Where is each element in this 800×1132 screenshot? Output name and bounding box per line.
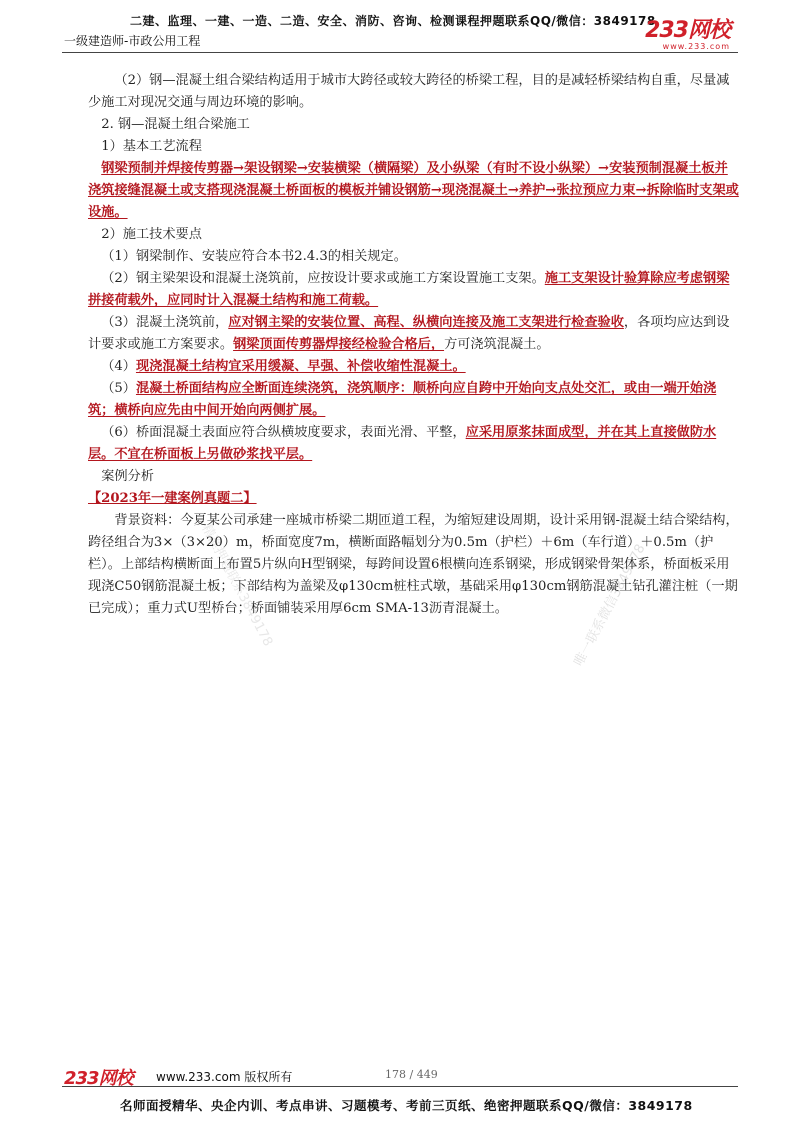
- paragraph: [88, 422, 740, 466]
- header-divider: [62, 52, 738, 53]
- subsection-heading: 2）施工技术要点: [101, 227, 202, 242]
- subsection-heading: 1）基本工艺流程: [101, 139, 202, 154]
- paragraph: （2）钢—混凝土组合梁结构适用于城市大跨径或较大跨径的桥梁工程，目的是减轻桥梁结构自重，尽量减少施工对现况交通与周边环境的影响。: [88, 73, 730, 110]
- brand-logo: [645, 20, 730, 51]
- brand-logo-url: www.233.com: [662, 42, 730, 51]
- paragraph: [88, 378, 740, 422]
- page-footer: [0, 1060, 800, 1132]
- footer-logo: 233网校: [64, 1068, 133, 1089]
- text-span: （2）钢主梁架设和混凝土浇筑前，应按设计要求或施工方案设置施工支架。: [101, 271, 545, 286]
- paragraph-highlighted: [88, 158, 740, 224]
- case-title: [88, 488, 740, 510]
- text-span: ，各项均应达到设计要求或施工方案要求。: [88, 315, 730, 352]
- document-body: [88, 70, 740, 620]
- highlight-text: 应对钢主梁的安装位置、高程、纵横向连接及施工支架进行检查验收: [228, 315, 624, 330]
- highlight-text: 混凝土桥面结构应全断面连续浇筑，浇筑顺序：顺桥向应自跨中开始向支点处交汇，或由一端开始浇筑；横桥向应先由中间开始向两侧扩展。: [88, 381, 717, 418]
- page-number: 178 / 449: [385, 1068, 438, 1081]
- header-contact-line: 二建、监理、一建、一造、二造、安全、消防、咨询、检测课程押题联系QQ/微信：3849178: [130, 14, 656, 28]
- highlight-text: 应采用原浆抹面成型，并在其上直接做防水层。不宜在桥面板上另做砂浆找平层。: [88, 425, 717, 462]
- paragraph: [88, 356, 740, 378]
- page-header: [0, 0, 800, 52]
- footer-copyright: www.233.com 版权所有: [156, 1070, 293, 1084]
- paragraph: [88, 312, 740, 356]
- text-span: 方可浇筑混凝土。: [444, 337, 550, 352]
- highlight-text: 现浇混凝土结构宜采用缓凝、早强、补偿收缩性混凝土。: [135, 359, 466, 374]
- footer-divider: [62, 1086, 738, 1087]
- text-span: （6）桥面混凝土表面应符合纵横坡度要求，表面光滑、平整，: [101, 425, 466, 440]
- paragraph: （1）钢梁制作、安装应符合本书2.4.3的相关规定。: [101, 249, 407, 264]
- highlight-text: 钢梁预制并焊接传剪器→架设钢梁→安装横梁（横隔梁）及小纵梁（有时不设小纵梁）→安装预制混凝土板并浇筑接缝混凝土或支搭现浇混凝土桥面板的模板并铺设钢筋→现浇混凝土→养护→张拉预应力束→拆除临时支架或设施。: [88, 161, 739, 220]
- text-span: （4）: [101, 359, 136, 374]
- highlight-text: 钢梁顶面传剪器焊接经检验合格后，: [233, 337, 445, 352]
- watermark: 唯一联系微信3849178: [571, 541, 649, 669]
- footer-contact-line: 名师面授精华、央企内训、考点串讲、习题模考、考前三页纸、绝密押题联系QQ/微信：3849178: [120, 1098, 693, 1113]
- highlight-text: 施工支架设计验算除应考虑钢梁拼接荷载外，应同时计入混凝土结构和施工荷载。: [88, 271, 730, 308]
- paragraph: [88, 268, 740, 312]
- section-heading: 案例分析: [101, 469, 154, 484]
- brand-logo-text: 233网校: [645, 18, 730, 43]
- paragraph: 背景资料：今夏某公司承建一座城市桥梁二期匝道工程，为缩短建设周期，设计采用钢-混凝土结合梁结构，跨径组合为3×（3×20）m，桥面宽度7m，横断面路幅划分为0.5m（护栏）＋6m（车行道）＋0.5m（护栏）。上部结构横断面上布置5片纵向H型钢梁，每跨间设置6根横向连系钢梁，形成钢梁骨架体系，桥面板采用现浇C50钢筋混凝土板；下部结构为盖梁及φ130cm桩柱式墩，基础采用φ130cm钢筋混凝土钻孔灌注桩（一期已完成）；重力式U型桥台；桥面铺装采用厚6cm SMA-13沥青混凝土。: [88, 513, 739, 616]
- watermark: 精准押题联系3849178: [198, 521, 276, 649]
- header-subtitle: 一级建造师-市政公用工程: [64, 34, 201, 48]
- section-heading: 2. 钢—混凝土组合梁施工: [101, 117, 250, 132]
- text-span: （3）混凝土浇筑前，: [101, 315, 229, 330]
- text-span: （5）: [101, 381, 136, 396]
- case-title-text: 【2023年一建案例真题二】: [88, 491, 257, 506]
